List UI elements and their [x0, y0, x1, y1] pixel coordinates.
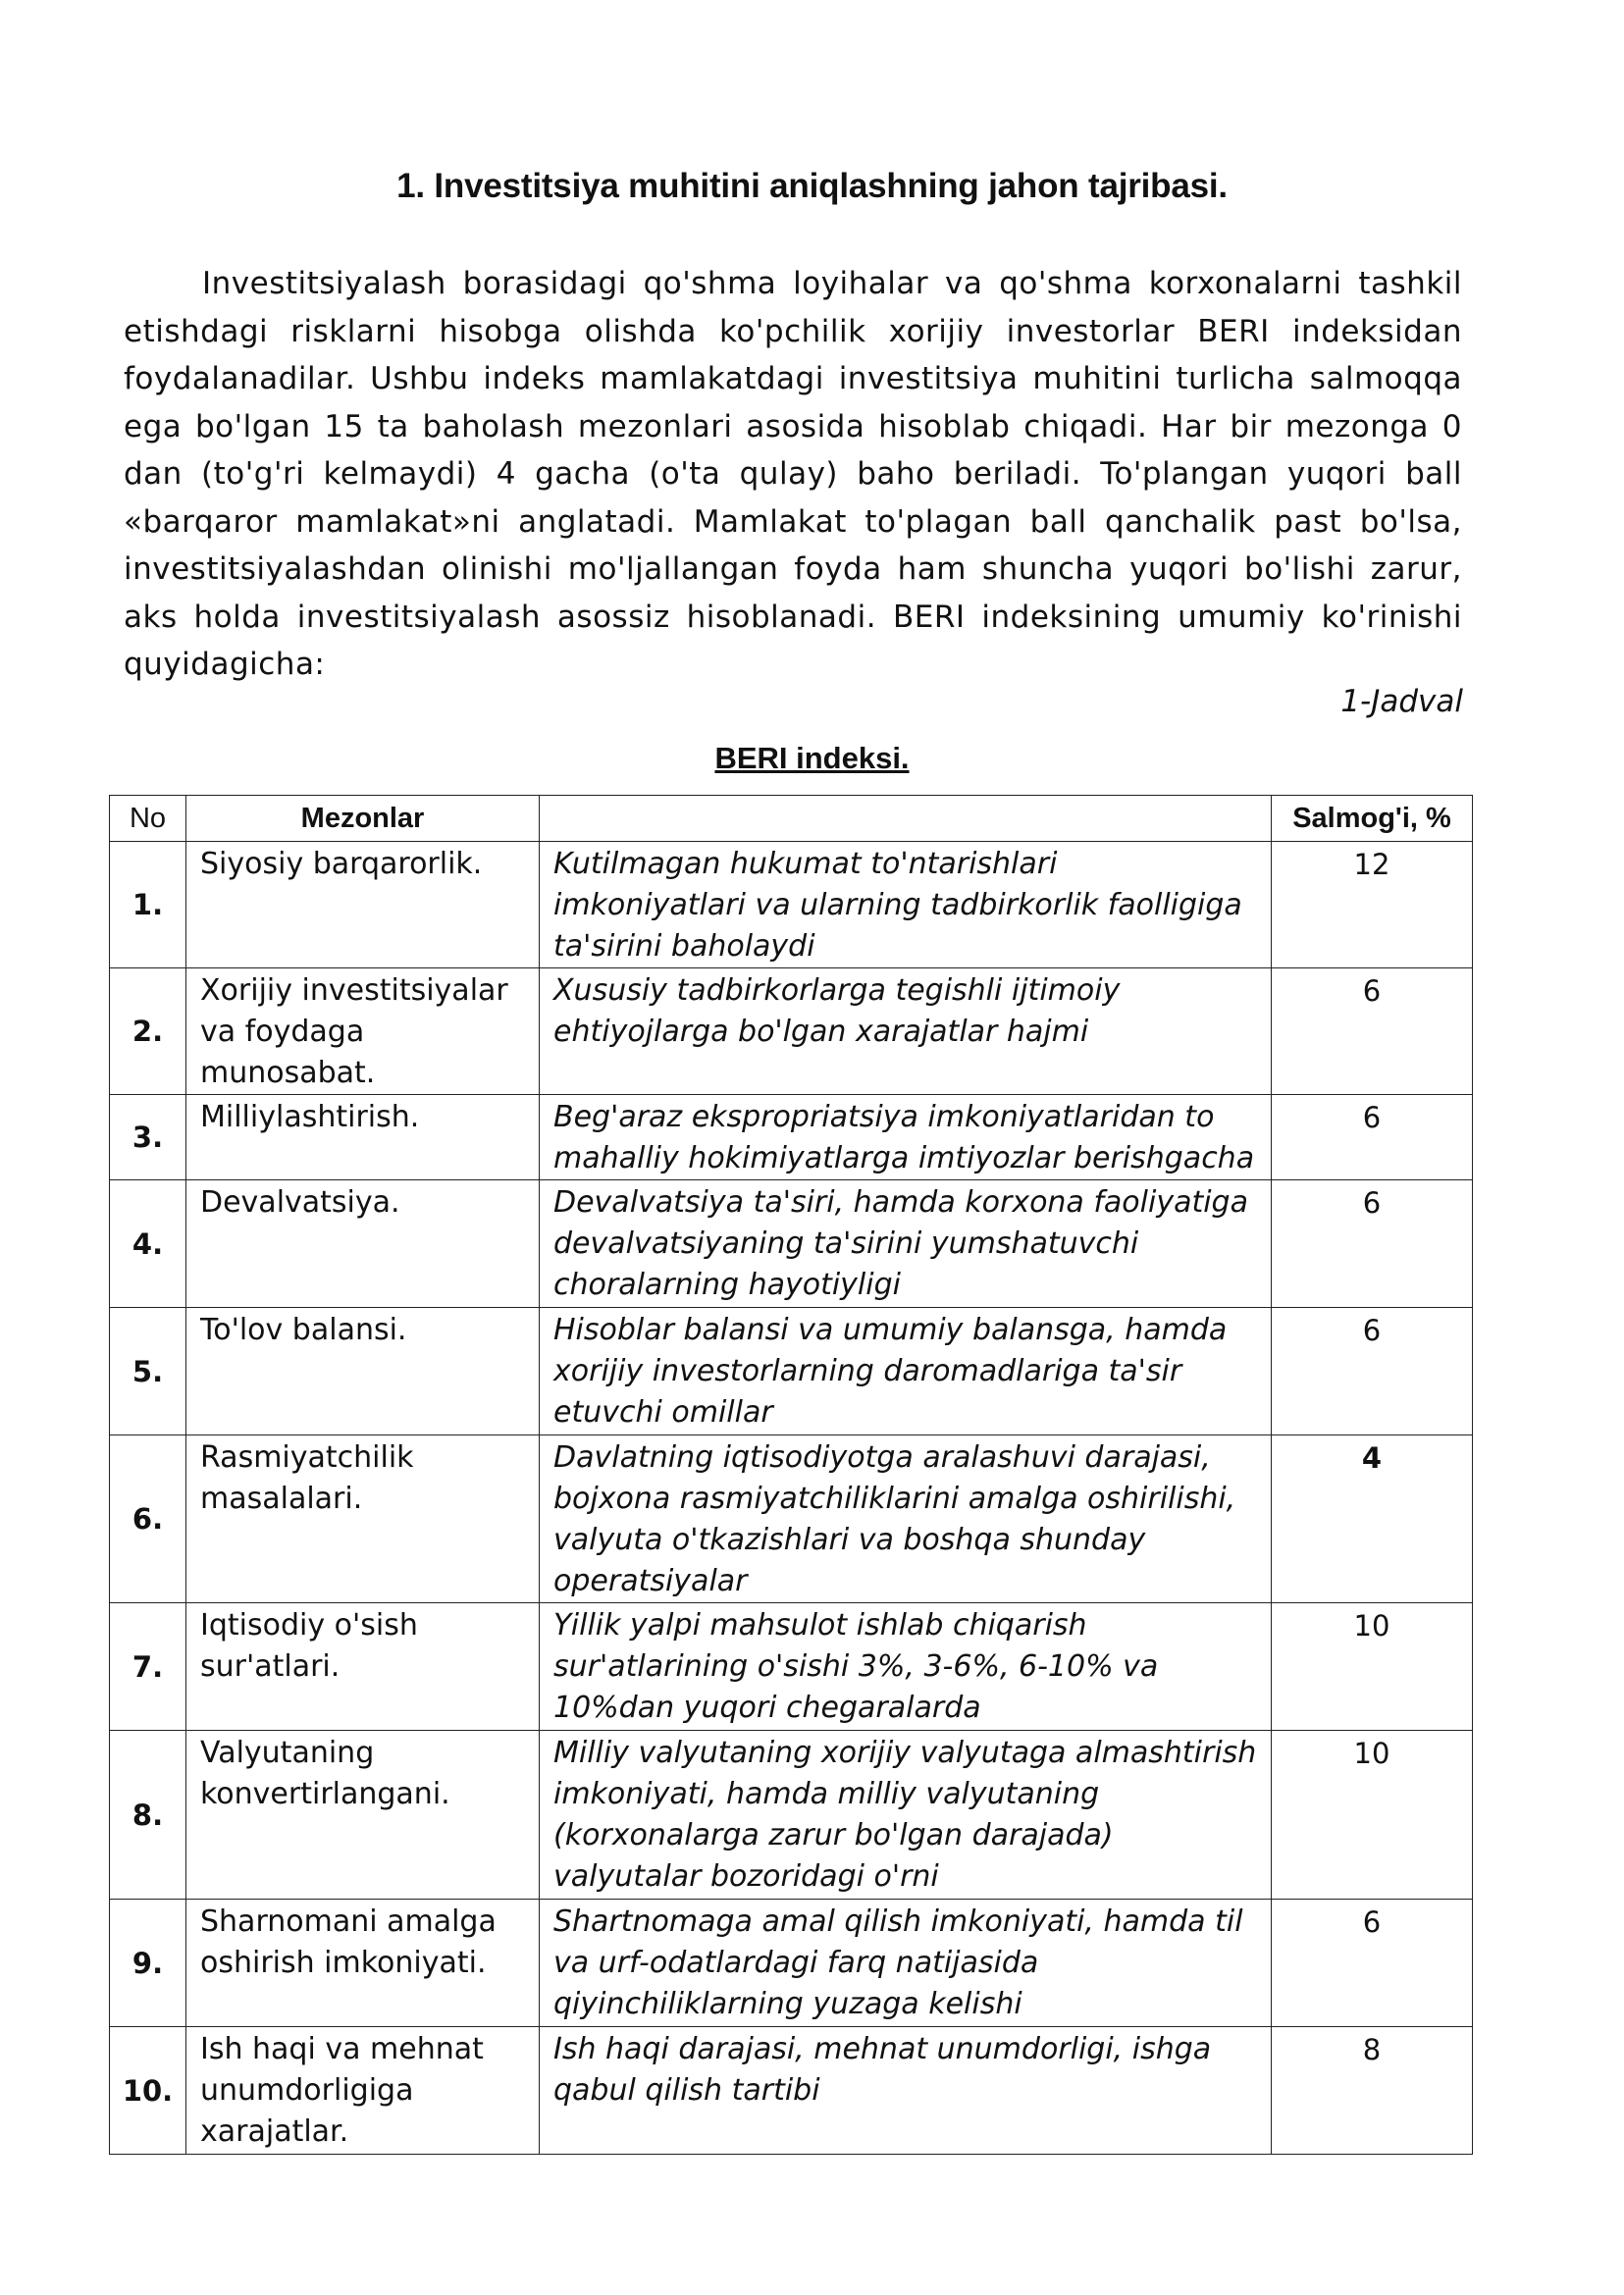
row-share: 12 — [1272, 842, 1473, 968]
table-row — [110, 2027, 1473, 2155]
row-number: 4. — [110, 1180, 186, 1308]
row-share: 6 — [1272, 968, 1473, 1095]
table-row — [110, 1180, 1473, 1308]
table-header-row — [110, 796, 1473, 842]
row-share: 6 — [1272, 1095, 1473, 1180]
row-share: 10 — [1272, 1731, 1473, 1900]
row-share: 8 — [1272, 2027, 1473, 2155]
row-description: Kutilmagan hukumat to'ntarishlari imkoniyatlari va ularning tadbirkorlik faolligiga ta'sirini baholaydi — [540, 842, 1272, 968]
header-share: Salmog'i, % — [1272, 796, 1473, 842]
table-row — [110, 1095, 1473, 1180]
row-criteria: Devalvatsiya. — [186, 1180, 540, 1308]
row-number: 1. — [110, 842, 186, 968]
table-row — [110, 842, 1473, 968]
row-criteria: Sharnomani amalga oshirish imkoniyati. — [186, 1900, 540, 2027]
row-number: 6. — [110, 1435, 186, 1603]
row-criteria: Ish haqi va mehnat unumdorligiga xarajatlar. — [186, 2027, 540, 2155]
row-share: 4 — [1272, 1435, 1473, 1603]
row-share: 6 — [1272, 1900, 1473, 2027]
row-description: Ish haqi darajasi, mehnat unumdorligi, ishga qabul qilish tartibi — [540, 2027, 1272, 2155]
row-number: 8. — [110, 1731, 186, 1900]
row-description: Devalvatsiya ta'siri, hamda korxona faoliyatiga devalvatsiyaning ta'sirini yumshatuvchi choralarning hayotiyligi — [540, 1180, 1272, 1308]
table-row — [110, 1435, 1473, 1603]
table-row — [110, 968, 1473, 1095]
row-criteria: To'lov balansi. — [186, 1308, 540, 1435]
row-description: Beg'araz ekspropriatsiya imkoniyatlaridan to mahalliy hokimiyatlarga imtiyozlar berishgacha — [540, 1095, 1272, 1180]
row-number: 10. — [110, 2027, 186, 2155]
table-row — [110, 1308, 1473, 1435]
row-criteria: Xorijiy investitsiyalar va foydaga munosabat. — [186, 968, 540, 1095]
row-criteria: Valyutaning konvertirlangani. — [186, 1731, 540, 1900]
row-number: 9. — [110, 1900, 186, 2027]
beri-index-table — [109, 795, 1473, 2155]
table-row — [110, 1731, 1473, 1900]
row-share: 6 — [1272, 1180, 1473, 1308]
row-number: 5. — [110, 1308, 186, 1435]
row-number: 7. — [110, 1603, 186, 1731]
row-description: Davlatning iqtisodiyotga aralashuvi darajasi, bojxona rasmiyatchiliklarini amalga oshirilishi, valyuta o'tkazishlari va boshqa shunday operatsiyalar — [540, 1435, 1272, 1603]
row-number: 3. — [110, 1095, 186, 1180]
row-criteria: Iqtisodiy o'sish sur'atlari. — [186, 1603, 540, 1731]
row-share: 10 — [1272, 1603, 1473, 1731]
row-description: Hisoblar balansi va umumiy balansga, hamda xorijiy investorlarning daromadlariga ta'sir etuvchi omillar — [540, 1308, 1272, 1435]
row-criteria: Milliylashtirish. — [186, 1095, 540, 1180]
row-criteria: Rasmiyatchilik masalalari. — [186, 1435, 540, 1603]
header-no: No — [110, 796, 186, 842]
row-criteria: Siyosiy barqarorlik. — [186, 842, 540, 968]
row-description: Yillik yalpi mahsulot ishlab chiqarish sur'atlarining o'sishi 3%, 3-6%, 6-10% va 10%dan yuqori chegaralarda — [540, 1603, 1272, 1731]
table-row — [110, 1900, 1473, 2027]
table-number: 1-Jadval — [1340, 684, 1463, 719]
row-number: 2. — [110, 968, 186, 1095]
row-description: Xususiy tadbirkorlarga tegishli ijtimoiy ehtiyojlarga bo'lgan xarajatlar hajmi — [540, 968, 1272, 1095]
header-criteria: Mezonlar — [186, 796, 540, 842]
header-description — [540, 796, 1272, 842]
row-description: Milliy valyutaning xorijiy valyutaga almashtirish imkoniyati, hamda milliy valyutaning (korxonalarga zarur bo'lgan darajada) valyutalar bozoridagi o'rni — [540, 1731, 1272, 1900]
row-description: Shartnomaga amal qilish imkoniyati, hamda til va urf-odatlardagi farq natijasida qiyinchiliklarning yuzaga kelishi — [540, 1900, 1272, 2027]
page-title: 1. Investitsiya muhitini aniqlashning jahon tajribasi. — [396, 167, 1228, 205]
intro-paragraph: Investitsiyalash borasidagi qo'shma loyihalar va qo'shma korxonalarni tashkil etishdagi risklarni hisobga olishda ko'pchilik xorijiy investorlar BERI indeksidan foydalanadilar. Ushbu indeks mamlakatdagi investitsiya muhitini turlicha salmoqqa ega bo'lgan 15 ta baholash mezonlari asosida hisoblab chiqadi. Har bir mezonga 0 dan (to'g'ri kelmaydi) 4 gacha (o'ta qulay) baho beriladi. To'plangan yuqori ball «barqaror mamlakat»ni anglatadi. Mamlakat to'plagan ball qanchalik past bo'lsa, investitsiyalashdan olinishi mo'ljallangan foyda ham shuncha yuqori bo'lishi zarur, aks holda investitsiyalash asossiz hisoblanadi. BERI indeksining umumiy ko'rinishi quyidagicha: — [124, 266, 1462, 682]
table-title: BERI indeksi. — [714, 741, 910, 775]
table-row — [110, 1603, 1473, 1731]
row-share: 6 — [1272, 1308, 1473, 1435]
